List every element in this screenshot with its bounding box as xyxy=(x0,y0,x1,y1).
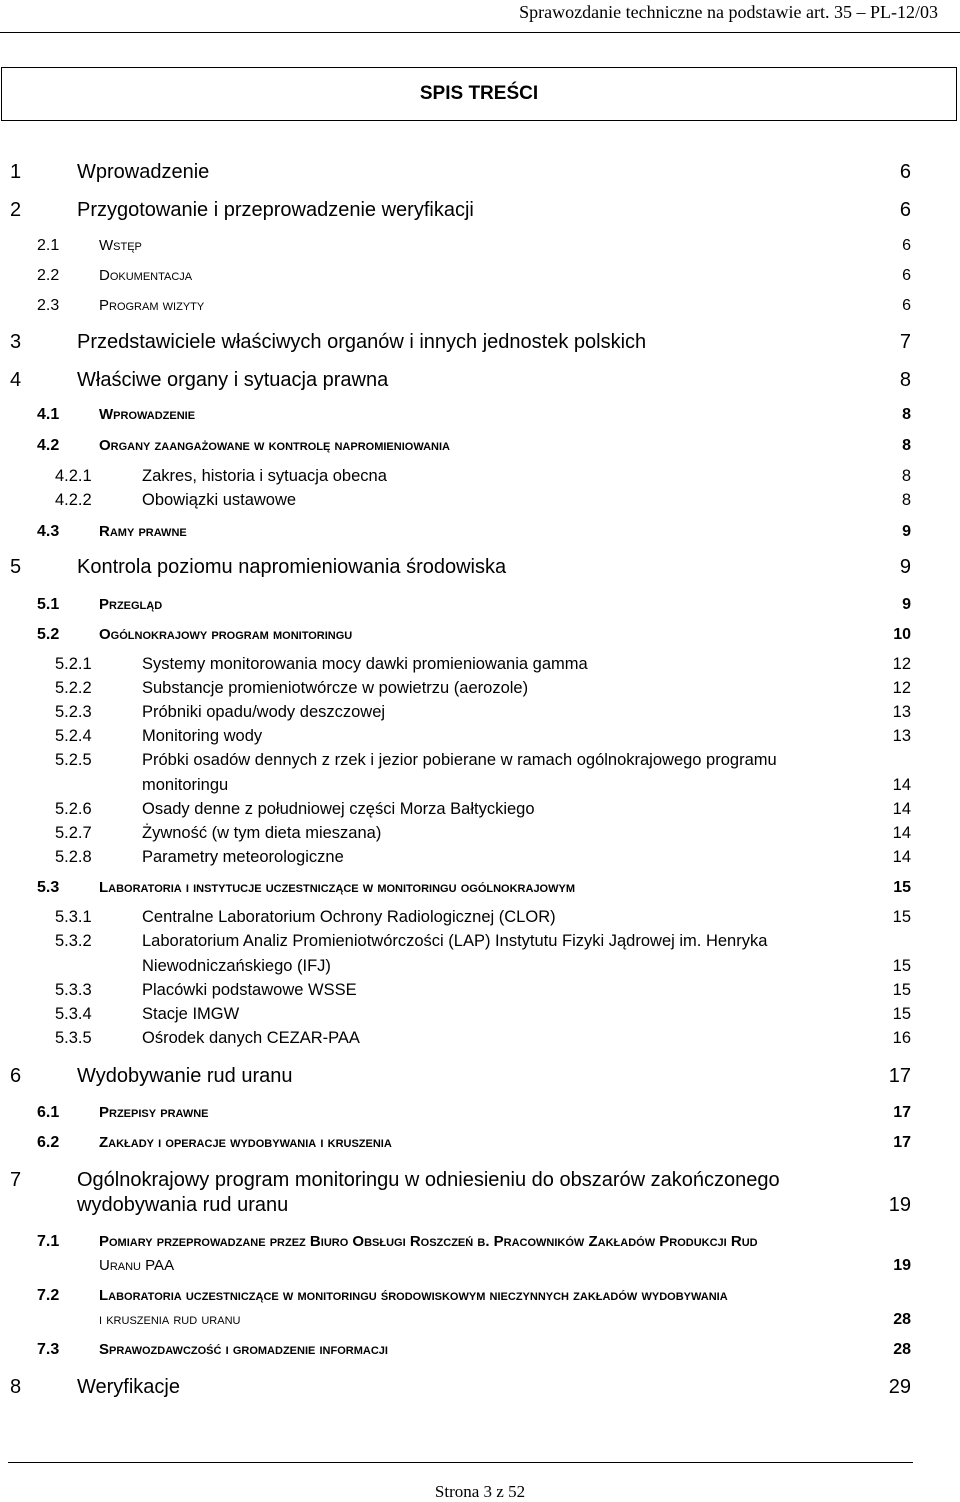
toc-page: 15 xyxy=(892,957,911,975)
toc-label: Obowiązki ustawowe xyxy=(142,491,297,509)
toc-label: Laboratoria uczestniczące w monitoringu środowiskowym nieczynnych zakładów wydobywania xyxy=(99,1287,728,1304)
toc-page: 12 xyxy=(892,679,911,697)
toc-number: 2.2 xyxy=(37,267,60,284)
toc-label-continuation: monitoringu xyxy=(142,776,229,794)
toc-page: 29 xyxy=(888,1376,911,1398)
toc-page: 14 xyxy=(892,848,911,866)
toc-label: Substancje promieniotwórcze w powietrzu (aerozole) xyxy=(142,679,529,697)
toc-page: 6 xyxy=(902,267,911,284)
toc-number: 4.2.2 xyxy=(55,491,92,509)
toc-number: 5.2.3 xyxy=(55,703,92,721)
toc-page: 28 xyxy=(893,1341,911,1358)
toc-label: Wydobywanie rud uranu xyxy=(77,1065,293,1087)
toc-number: 2 xyxy=(10,199,22,221)
toc-number: 4.2.1 xyxy=(55,467,92,485)
toc-page: 8 xyxy=(902,406,911,423)
toc-page: 8 xyxy=(899,369,911,391)
toc-number: 5.2.5 xyxy=(55,751,92,769)
toc-page: 15 xyxy=(892,981,911,999)
toc-page: 6 xyxy=(902,297,911,314)
toc-page: 16 xyxy=(892,1029,911,1047)
toc-page: 17 xyxy=(893,1104,911,1121)
toc-label: Program wizyty xyxy=(99,297,205,314)
toc-number: 5.2.2 xyxy=(55,679,92,697)
toc-label: Laboratorium Analiz Promieniotwórczości (LAP) Instytutu Fizyki Jądrowej im. Henryka xyxy=(142,932,768,950)
toc-page: 6 xyxy=(899,161,911,183)
toc-label: Ramy prawne xyxy=(99,523,187,540)
toc-number: 4.3 xyxy=(37,523,60,540)
toc-label: Właściwe organy i sytuacja prawna xyxy=(77,369,389,391)
toc-number: 5.2.1 xyxy=(55,655,92,673)
toc-number: 6 xyxy=(10,1065,22,1087)
toc-label-continuation: Uranu PAA xyxy=(99,1257,175,1274)
toc-number: 5.3.3 xyxy=(55,981,92,999)
toc-label: Przygotowanie i przeprowadzenie weryfikacji xyxy=(77,199,474,221)
toc-page: 14 xyxy=(892,776,911,794)
toc-page: 15 xyxy=(893,879,911,896)
toc-label: Sprawozdawczość i gromadzenie informacji xyxy=(99,1341,388,1358)
toc-page: 8 xyxy=(902,437,911,454)
toc-number: 6.2 xyxy=(37,1134,60,1151)
toc-page: 14 xyxy=(892,824,911,842)
toc-label: Próbniki opadu/wody deszczowej xyxy=(142,703,386,721)
toc-label: Zakres, historia i sytuacja obecna xyxy=(142,467,387,485)
toc-number: 5.3.4 xyxy=(55,1005,92,1023)
toc-label: Osady denne z południowej części Morza Bałtyckiego xyxy=(142,800,535,818)
toc-label: Parametry meteorologiczne xyxy=(142,848,344,866)
toc-label-continuation: i kruszenia rud uranu xyxy=(99,1311,241,1328)
toc-number: 5.3 xyxy=(37,879,60,896)
toc-number: 1 xyxy=(10,161,22,183)
page-title: SPIS TREŚCI xyxy=(419,83,539,104)
footer-divider xyxy=(8,1462,913,1463)
toc-label: Wprowadzenie xyxy=(99,406,196,423)
toc-number: 8 xyxy=(10,1376,22,1398)
toc-label: Laboratoria i instytucje uczestniczące w monitoringu ogólnokrajowym xyxy=(99,879,575,896)
toc-label-continuation: Niewodniczańskiego (IFJ) xyxy=(142,957,331,975)
toc-label: Pomiary przeprowadzane przez Biuro Obsługi Roszczeń b. Pracowników Zakładów Produkcji Rud xyxy=(99,1233,758,1250)
toc-label: Próbki osadów dennych z rzek i jezior pobierane w ramach ogólnokrajowego programu xyxy=(142,751,777,769)
toc-page: 28 xyxy=(893,1311,911,1328)
toc-number: 2.3 xyxy=(37,297,60,314)
toc-label: Dokumentacja xyxy=(99,267,193,284)
toc-number: 5.2 xyxy=(37,626,60,643)
toc-page: 6 xyxy=(902,237,911,254)
toc-number: 3 xyxy=(10,331,22,353)
toc-number: 5.3.1 xyxy=(55,908,92,926)
toc-label: Placówki podstawowe WSSE xyxy=(142,981,357,999)
toc-label: Przegląd xyxy=(99,596,163,613)
toc-page: 9 xyxy=(902,596,911,613)
toc-page: 9 xyxy=(899,556,911,578)
toc-number: 2.1 xyxy=(37,237,60,254)
toc-page: 17 xyxy=(893,1134,911,1151)
header-divider xyxy=(0,32,960,33)
toc-page: 8 xyxy=(901,491,911,509)
toc-label: Kontrola poziomu napromieniowania środowiska xyxy=(77,556,507,578)
toc-number: 5.1 xyxy=(37,596,60,613)
toc-page: 14 xyxy=(892,800,911,818)
toc-number: 5.2.4 xyxy=(55,727,92,745)
toc-label: Ośrodek danych CEZAR-PAA xyxy=(142,1029,360,1047)
toc-number: 6.1 xyxy=(37,1104,60,1121)
toc-label: Żywność (w tym dieta mieszana) xyxy=(142,824,382,842)
toc-label: Stacje IMGW xyxy=(142,1005,240,1023)
toc-number: 7.3 xyxy=(37,1341,60,1358)
toc-page: 6 xyxy=(899,199,911,221)
toc-page: 19 xyxy=(893,1257,911,1274)
toc-page: 8 xyxy=(901,467,911,485)
toc-number: 5.3.2 xyxy=(55,932,92,950)
toc-number: 5.2.6 xyxy=(55,800,92,818)
toc-label: Centralne Laboratorium Ochrony Radiologicznej (CLOR) xyxy=(142,908,556,926)
toc-page: 15 xyxy=(892,908,911,926)
toc-label: Ogólnokrajowy program monitoringu xyxy=(99,626,353,643)
toc-label: Systemy monitorowania mocy dawki promieniowania gamma xyxy=(142,655,588,673)
toc-label: Monitoring wody xyxy=(142,727,263,745)
toc-label: Przedstawiciele właściwych organów i innych jednostek polskich xyxy=(77,331,647,353)
toc-page: 19 xyxy=(888,1194,911,1216)
toc-label: Wstęp xyxy=(99,237,142,254)
toc-number: 5 xyxy=(10,556,22,578)
toc-page: 10 xyxy=(893,626,911,643)
toc-page: 7 xyxy=(899,331,911,353)
toc-label: Zakłady i operacje wydobywania i kruszenia xyxy=(99,1134,392,1151)
toc-number: 7.2 xyxy=(37,1287,60,1304)
toc-number: 4.2 xyxy=(37,437,60,454)
toc-page: 12 xyxy=(892,655,911,673)
page-footer: Strona 3 z 52 xyxy=(434,1482,526,1501)
toc-page: 9 xyxy=(902,523,911,540)
toc-label-continuation: wydobywania rud uranu xyxy=(77,1194,289,1216)
toc-number: 5.3.5 xyxy=(55,1029,92,1047)
toc-page: 15 xyxy=(892,1005,911,1023)
toc-page: 13 xyxy=(892,727,911,745)
toc-page: 13 xyxy=(892,703,911,721)
toc-number: 7.1 xyxy=(37,1233,60,1250)
toc-number: 5.2.7 xyxy=(55,824,92,842)
toc-label: Organy zaangażowane w kontrolę napromieniowania xyxy=(99,437,450,454)
toc-number: 7 xyxy=(10,1169,22,1191)
toc-number: 4.1 xyxy=(37,406,60,423)
toc-label: Ogólnokrajowy program monitoringu w odniesieniu do obszarów zakończonego xyxy=(77,1169,780,1191)
toc-label: Wprowadzenie xyxy=(77,161,210,183)
toc-number: 5.2.8 xyxy=(55,848,92,866)
toc-label: Przepisy prawne xyxy=(99,1104,209,1121)
title-box xyxy=(1,67,957,121)
page-header: Sprawozdanie techniczne na podstawie art. 35 – PL-12/03 xyxy=(519,2,938,22)
toc-label: Weryfikacje xyxy=(77,1376,180,1398)
toc-page: 17 xyxy=(888,1065,911,1087)
toc-number: 4 xyxy=(10,369,22,391)
